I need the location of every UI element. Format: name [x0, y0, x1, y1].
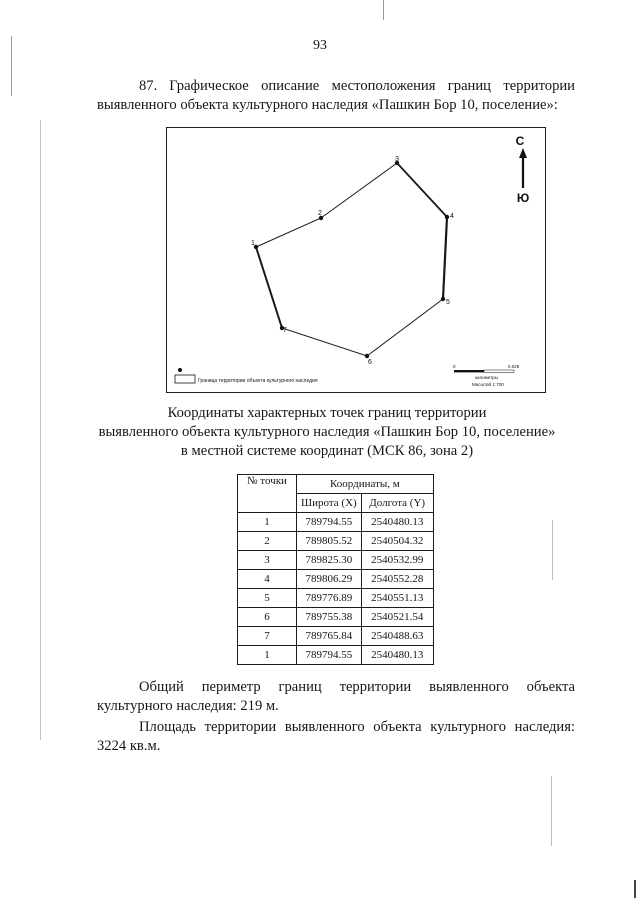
boundary-point-marker	[365, 354, 369, 358]
longitude-cell: 2540552.28	[361, 570, 433, 589]
boundary-map-canvas	[167, 128, 545, 392]
table-header-row	[238, 475, 434, 494]
longitude-cell: 2540480.13	[361, 646, 433, 665]
longitude-cell: 2540551.13	[361, 589, 433, 608]
boundary-point-marker	[445, 215, 449, 219]
latitude-cell: 789794.55	[297, 513, 362, 532]
coordinates-title	[90, 404, 564, 461]
header-coordinates: Координаты, м	[297, 475, 434, 494]
point-number-cell: 4	[238, 570, 297, 589]
point-label: 6	[368, 359, 372, 366]
scan-edge-line	[634, 880, 636, 898]
scan-edge-line	[552, 520, 553, 580]
point-number-cell: 1	[238, 646, 297, 665]
perimeter-paragraph: Общий периметр границ территории выявленного объекта культурного наследия: 219 м.	[97, 679, 575, 714]
section-heading	[97, 77, 575, 115]
table-row	[238, 608, 434, 627]
point-number-cell: 6	[238, 608, 297, 627]
latitude-cell: 789776.89	[297, 589, 362, 608]
boundary-point-marker	[441, 297, 445, 301]
legend-boundary-swatch	[175, 375, 195, 383]
legend-point-icon	[178, 368, 182, 372]
coordinates-title-line: Координаты характерных точек границ территории	[167, 405, 487, 421]
point-number-cell: 2	[238, 532, 297, 551]
header-longitude: Долгота (Y)	[361, 494, 433, 513]
boundary-segment	[397, 163, 447, 217]
longitude-cell: 2540488.63	[361, 627, 433, 646]
table-row	[238, 551, 434, 570]
point-number-cell: 1	[238, 513, 297, 532]
latitude-cell: 789755.38	[297, 608, 362, 627]
longitude-cell: 2540521.54	[361, 608, 433, 627]
scale-zero: 0	[453, 364, 456, 369]
area-paragraph: Площадь территории выявленного объекта культурного наследия: 3224 кв.м.	[97, 719, 575, 754]
coordinates-title-line: в местной системе координат (МСК 86, зона 2)	[180, 443, 474, 459]
legend-text: Граница территории объекта культурного наследия	[198, 378, 318, 384]
latitude-cell: 789806.29	[297, 570, 362, 589]
point-label: 4	[450, 213, 454, 220]
scale-ratio: Масштаб 1:700	[472, 382, 504, 387]
point-number-cell: 7	[238, 627, 297, 646]
table-row	[238, 589, 434, 608]
point-number-cell: 5	[238, 589, 297, 608]
latitude-cell: 789825.30	[297, 551, 362, 570]
scale-unit: километры	[475, 375, 498, 380]
scan-edge-line	[551, 776, 552, 846]
longitude-cell: 2540504.32	[361, 532, 433, 551]
latitude-cell: 789765.84	[297, 627, 362, 646]
longitude-cell: 2540532.99	[361, 551, 433, 570]
scale-bar	[453, 364, 520, 387]
scale-end: 0.025	[508, 364, 520, 369]
header-point-number: № точки	[238, 475, 297, 513]
boundary-segment	[443, 217, 447, 299]
page-number: 93	[313, 38, 327, 53]
point-label: 5	[446, 299, 450, 306]
table-row	[238, 532, 434, 551]
scan-edge-line	[383, 0, 384, 20]
header-latitude: Широта (X)	[297, 494, 362, 513]
boundary-segment	[256, 247, 282, 328]
latitude-cell: 789805.52	[297, 532, 362, 551]
table-row	[238, 513, 434, 532]
section-heading-text: Графическое описание местоположения границ территории выявленного объекта культурного наследия «Пашкин Бор 10, поселение»:	[97, 78, 575, 113]
north-label: С	[515, 134, 525, 148]
point-label: 1	[251, 240, 255, 247]
point-label: 3	[395, 156, 399, 163]
point-label: 7	[283, 327, 287, 334]
table-row	[238, 627, 434, 646]
table-row	[238, 570, 434, 589]
latitude-cell: 789794.55	[297, 646, 362, 665]
map-legend	[175, 368, 318, 384]
boundary-map	[166, 127, 546, 393]
south-label: Ю	[516, 191, 530, 205]
longitude-cell: 2540480.13	[361, 513, 433, 532]
table-row	[238, 646, 434, 665]
coordinates-table	[237, 474, 434, 665]
point-number-cell: 3	[238, 551, 297, 570]
section-number: 87.	[139, 78, 158, 94]
point-label: 2	[318, 210, 322, 217]
north-arrow-icon	[516, 134, 530, 205]
coordinates-title-line: выявленного объекта культурного наследия «Пашкин Бор 10, поселение»	[98, 424, 556, 440]
scan-edge-line	[40, 120, 41, 740]
